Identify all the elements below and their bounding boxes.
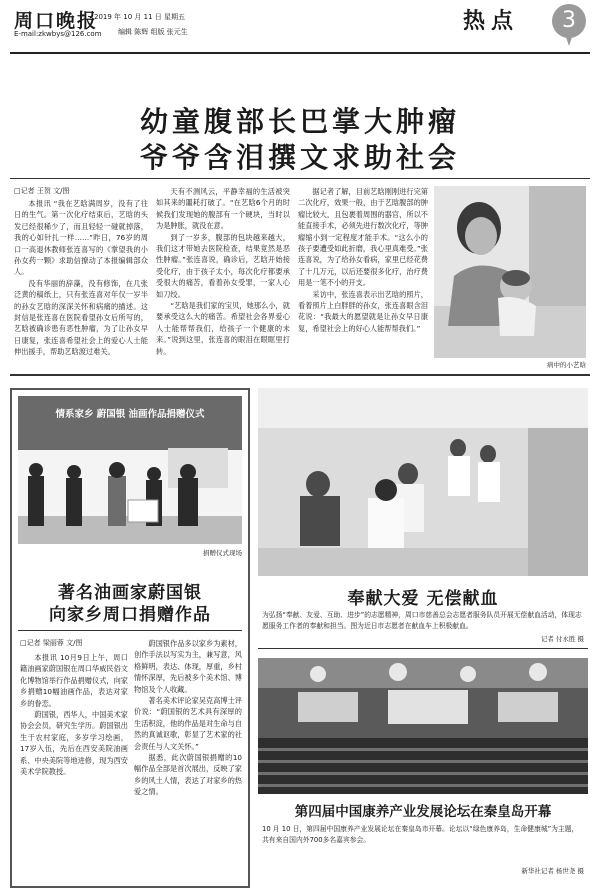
- newspaper-logo: 周口晚报: [14, 10, 99, 32]
- lead-photo-baby: [434, 186, 586, 358]
- forum-headline: 第四届中国康养产业发展论坛在秦皇岛开幕: [294, 804, 552, 820]
- masthead-email: E-mail:zkwbys@126.com: [14, 30, 102, 38]
- painter-col2-para: 据悉，此次蔚国银捐赠的10幅作品全部是首次展出，反映了家乡的风土人情，表达了对家乡的热爱之情。: [134, 753, 242, 797]
- lead-col1-para: 本报讯 “我在艺晗满周岁，没有了往日的生气。第一次化疗结束后，艺晗的头发已经很稀少了，而且轻轻一碰就掉落，我的心如针扎一样……”昨日，76岁的周口一高退休教师张连喜写的《掌望我的小孙女药一颗》求助信撩动了本报编辑部众人。: [14, 199, 148, 277]
- blood-credit: 记者 付永胜 摄: [540, 635, 584, 643]
- baby-photo-illustration: [434, 186, 586, 358]
- painter-column-2: [134, 638, 242, 880]
- page-number-badge: 3: [552, 4, 586, 38]
- painter-headline-line2: 向家乡周口捐赠作品: [49, 605, 211, 625]
- painter-rule: [18, 630, 242, 631]
- blood-rule: [258, 648, 588, 649]
- painter-photo-caption: 捐赠仪式现场: [203, 549, 242, 557]
- lead-col2-para: “艺晗是我们家的宝贝，她那么小，就要承受这么大的痛苦。希望社会各界爱心人士能帮帮我们，给孩子一个健康的未来。”说到这里，张连喜的眼泪在眼眶里打转。: [156, 301, 290, 356]
- painter-col1-para: 本报讯 10月9日上午，周口籍油画家蔚国银在周口华威民俗文化博物馆举行作品捐赠仪式，向家乡捐赠10幅油画作品，表达对家乡的眷恋。: [20, 653, 128, 708]
- painter-col1-para: 蔚国银，西华人，中国美术家协会会员，研究生学历。蔚国银出生于农村家庭，多岁学习绘画，17岁入伍，先后在西安美院油画系、中央美院等地进修，现为西安美术学院教授。: [20, 710, 128, 777]
- forum-caption-text: 10 月 10 日，第四届中国康养产业发展论坛在秦皇岛市开幕。论坛以“绿色康养岛，生命健康城”为主题，共有来自国内外700多名嘉宾参会。: [262, 825, 579, 844]
- forum-credit: 新华社记者 杨世尧 摄: [521, 867, 584, 875]
- lead-byline: □记者 王贺 文/图: [14, 187, 70, 195]
- masthead-editor: 编辑 陈辉 组版 张元生: [118, 28, 188, 36]
- forum-hall-illustration: [258, 658, 588, 794]
- lead-column-1: [14, 198, 148, 370]
- painter-col2-para: 蔚国银作品多以家乡为素材，创作手法以写实为主，兼写意，风格鲜明，表达、体现，厚重，乡村情怀深厚，先后被多个美术馆、博物馆及个人收藏。: [134, 639, 242, 694]
- lead-headline-line1: 幼童腹部长巴掌大肿瘤: [139, 105, 460, 138]
- lead-headline-line2: 爷爷含泪撰文求助社会: [139, 141, 460, 174]
- section-name: 热点: [463, 8, 520, 34]
- forum-photo: [258, 658, 588, 794]
- blood-donation-illustration: [258, 388, 588, 576]
- painter-byline: □记者 梁丽蓉 文/图: [20, 639, 83, 647]
- lead-col2-para: 天有不测风云，平静幸福的生活被突如其来的噩耗打破了。“在艺晗6个月的时候我们发现她的腹部有一个硬块，当时以为是肿胀，就没在意。: [156, 187, 290, 231]
- lead-column-3: [298, 186, 428, 370]
- lead-col3-para: 据记者了解，目前艺晗刚刚进行完第二次化疗，效果一般，由于艺晗腹部的肿瘤比较大，且包裹着周围的器官，所以不能直接手术，必须先进行数次化疗，等肿瘤缩小到一定程度才能手术。“这么小的孩子要遭受如此折磨，我心里真难受。”张连喜说，为了给孙女看病，家里已经花费了十几万元，以后还要很多化疗，治疗费用是一笔不小的开支。: [298, 187, 428, 288]
- blood-caption-text: 为弘扬“奉献、友爱、互助、进步”的志愿精神，周口市慈善总会志愿者服务队员开展无偿献血活动，体现志愿服务工作者的奉献和担当。图为近日市志愿者在献血车上积极献血。: [262, 611, 582, 630]
- lead-col2-para: 到了一岁多，腹部的包块越来越大，我们这才带她去医院检查，结果竟然是恶性肿瘤。”张连喜说，确诊后，艺晗开始接受化疗，由于孩子太小，每次化疗都要承受很大的痛苦，看着孙女受罪，一家人心如刀绞。: [156, 232, 290, 299]
- painter-headline-line1: 著名油画家蔚国银: [58, 583, 202, 603]
- lead-col3-para: 采访中，张连喜表示出艺晗的照片，看着照片上白胖胖的孙女，张连喜眼含泪花说：“我最大的愿望就是让孙女早日康复，希望社会上的好心人能帮帮我们。”: [298, 289, 428, 333]
- ceremony-banner-text: 情系家乡 蔚国银 油画作品捐赠仪式: [55, 409, 205, 420]
- painter-column-1: [20, 652, 128, 880]
- masthead-date: 2019 年 10 月 11 日 星期五: [94, 13, 185, 21]
- painter-col2-para: 著名美术评论家吴克高博士评价说：“蔚国银的艺术具有深厚的生活积淀，他的作品是对生命与自然的真诚讴歌，彰显了艺术家的社会责任与人文关怀。”: [134, 696, 242, 751]
- section-divider: [10, 374, 590, 376]
- lead-col1-para: 没有华丽的辞藻，没有修饰，在几张泛黄的稿纸上，只有张连喜对年仅一岁半的孙女艺晗的深深关怀和病痛的描述。这封信是张连喜在医院看望孙女后所写的，艺晗被确诊患有恶性肿瘤，为了让孙女早日康复，张连喜希望社会上的爱心人士能伸出援手，帮助艺晗渡过难关。: [14, 278, 148, 357]
- lead-photo-caption: 病中的小艺晗: [547, 361, 586, 369]
- lead-rule: [10, 178, 590, 179]
- masthead-rule: [10, 52, 590, 54]
- lead-column-2: [156, 186, 290, 370]
- blood-donation-photo: [258, 388, 588, 576]
- blood-headline: 奉献大爱 无偿献血: [347, 589, 499, 609]
